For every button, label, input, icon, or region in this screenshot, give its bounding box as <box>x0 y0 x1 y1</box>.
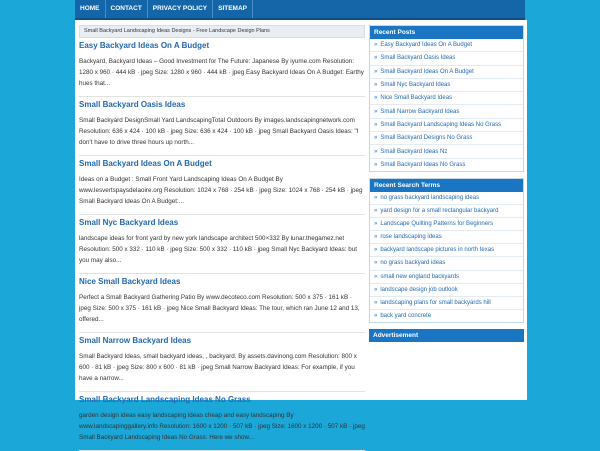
recent-post-link[interactable]: Small Backyard Landscaping Ideas No Grass <box>380 121 502 128</box>
recent-post-link[interactable]: Small Narrow Backyard Ideas <box>380 108 460 115</box>
list-item <box>370 297 523 310</box>
search-terms-list <box>370 192 523 322</box>
bullet-icon: » <box>374 121 378 128</box>
list-item <box>370 159 523 171</box>
bullet-icon: » <box>374 148 378 155</box>
post-title-link[interactable]: Small Backyard Ideas On A Budget <box>79 159 212 168</box>
list-item <box>370 52 523 65</box>
post-title-link[interactable]: Small Nyc Backyard Ideas <box>79 218 179 227</box>
top-navigation <box>75 0 525 20</box>
search-term-link[interactable]: no grass backyard ideas <box>380 260 446 267</box>
post-excerpt: garden design ideas easy landscaping ideas cheap and easy landscaping By www.landscapinggallery.info Resolution: 1600 x 1200 · 507 kB · jpeg Size: 1600 x 1200 · 507 kB · jpeg Small Backyard Landscaping Ideas No Grass: Here we show... <box>79 412 365 441</box>
nav-sitemap[interactable]: SITEMAP <box>213 0 253 18</box>
post-title-link[interactable]: Small Backyard Landscaping Ideas No Grass <box>79 395 251 404</box>
post <box>79 156 365 215</box>
recent-post-link[interactable]: Small Backyard Ideas No Grass <box>380 161 466 168</box>
nav-contact[interactable]: CONTACT <box>106 0 148 18</box>
list-item <box>370 205 523 218</box>
search-term-link[interactable]: landscape design job outlook <box>380 286 458 293</box>
post-excerpt: Perfect a Small Backyard Gathering Patio By www.decoteco.com Resolution: 500 x 375 · 161 kB · jpeg Size: 500 x 375 · 161 kB · jpeg Nice Small Backyard Ideas: The tour, which ran June 12 and 13, offered... <box>79 294 360 323</box>
recent-post-link[interactable]: Easy Backyard Ideas On A Budget <box>380 42 473 49</box>
bullet-icon: » <box>374 273 378 280</box>
bullet-icon: » <box>374 82 378 89</box>
sidebar <box>369 25 524 400</box>
bullet-icon: » <box>374 195 378 202</box>
list-item <box>370 310 523 322</box>
bullet-icon: » <box>374 247 378 254</box>
list-item <box>370 145 523 158</box>
recent-posts-list <box>370 39 523 171</box>
search-term-link[interactable]: small new england backyards <box>380 273 460 280</box>
main-column <box>79 25 365 441</box>
bullet-icon: » <box>374 108 378 115</box>
list-item <box>370 271 523 284</box>
post <box>79 333 365 392</box>
bullet-icon: » <box>374 234 378 241</box>
bullet-icon: » <box>374 312 378 319</box>
bullet-icon: » <box>374 260 378 267</box>
list-item <box>370 39 523 52</box>
recent-post-link[interactable]: Nice Small Backyard Ideas <box>380 95 453 102</box>
list-item <box>370 284 523 297</box>
widget-title: Advertisement <box>369 329 524 342</box>
widget-title: Recent Posts <box>370 26 523 39</box>
search-term-link[interactable]: landscaping plans for small backyards hill <box>380 299 491 306</box>
list-item <box>370 79 523 92</box>
bullet-icon: » <box>374 55 378 62</box>
bullet-icon: » <box>374 95 378 102</box>
recent-post-link[interactable]: Small Backyard Oasis Ideas <box>380 55 456 62</box>
bullet-icon: » <box>374 299 378 306</box>
bullet-icon: » <box>374 135 378 142</box>
post <box>79 38 365 97</box>
list-item <box>370 105 523 118</box>
post-excerpt: Backyard, Backyard Ideas – Good Investment for The Future: Japanese By iyume.com Resolution: 1280 x 960 · 444 kB · jpeg Size: 1280 x 960 · 444 kB · jpeg Easy Backyard Ideas On A Budget: Earthy hues that... <box>79 58 364 87</box>
list-item <box>370 231 523 244</box>
bullet-icon: » <box>374 286 378 293</box>
bullet-icon: » <box>374 42 378 49</box>
post-title-link[interactable]: Nice Small Backyard Ideas <box>79 277 181 286</box>
post <box>79 392 365 451</box>
list-item <box>370 66 523 79</box>
content-area <box>75 20 527 441</box>
list-item <box>370 257 523 270</box>
list-item <box>370 119 523 132</box>
search-term-link[interactable]: rose landscaping ideas <box>380 234 442 241</box>
recent-search-terms-widget <box>369 178 524 323</box>
post <box>79 215 365 274</box>
bullet-icon: » <box>374 68 378 75</box>
bullet-icon: » <box>374 208 378 215</box>
search-term-link[interactable]: backyard landscape pictures in north texas <box>380 247 495 254</box>
widget-title: Recent Search Terms <box>370 179 523 192</box>
search-term-link[interactable]: yard design for a small rectangular backyard <box>380 208 499 215</box>
post-excerpt: landscape ideas for front yard by new york landscape architect 500×332 By lunar.thegamez.net Resolution: 500 x 332 · 110 kB · jpeg Size: 500 x 332 · 110 kB · jpeg Small Nyc Backyard Ideas: but you may also... <box>79 235 358 264</box>
bullet-icon: » <box>374 221 378 228</box>
post <box>79 97 365 156</box>
recent-post-link[interactable]: Small Backyard Ideas On A Budget <box>380 68 474 75</box>
recent-post-link[interactable]: Small Backyard Designs No Grass <box>380 135 473 142</box>
post-excerpt: Ideas on a Budget : Small Front Yard Landscaping Ideas On A Budget By www.lesvertspaysdelaoire.org Resolution: 1024 x 768 · 254 kB · jpeg Size: 1024 x 768 · 254 kB · jpeg Small Backyard Ideas On A Budget:... <box>79 176 363 205</box>
search-term-link[interactable]: back yard concrete <box>380 312 432 319</box>
nav-privacy-policy[interactable]: PRIVACY POLICY <box>148 0 213 18</box>
post-title-link[interactable]: Small Backyard Oasis Ideas <box>79 100 186 109</box>
post-excerpt: Small Backyard DesignSmall Yard LandscapingTotal Outdoors By images.landscapingnetwork.com Resolution: 636 x 424 · 100 kB · jpeg Size: 636 x 424 · 100 kB · jpeg Small Backyard Oasis Ideas: "I don't have to drive three hours up north... <box>79 117 359 146</box>
advertisement-widget <box>369 329 524 342</box>
bullet-icon: » <box>374 161 378 168</box>
post-excerpt: Small Backyard Ideas, small backyard ideas, , backyard. By assets.davinong.com Resolution: 800 x 600 · 81 kB · jpeg Size: 800 x 600 · 81 kB · jpeg Small Narrow Backyard Ideas: For example, if you have a narrow... <box>79 353 357 382</box>
search-term-link[interactable]: no grass backyard landscaping ideas <box>380 195 480 202</box>
list-item <box>370 192 523 205</box>
nav-home[interactable]: HOME <box>75 0 106 18</box>
breadcrumb: Small Backyard Landscaping Ideas Designs - Free Landscape Design Plans <box>79 25 365 38</box>
recent-post-link[interactable]: Small Backyard Ideas Nz <box>380 148 448 155</box>
recent-posts-widget <box>369 25 524 172</box>
list-item <box>370 132 523 145</box>
post-title-link[interactable]: Small Narrow Backyard Ideas <box>79 336 192 345</box>
recent-post-link[interactable]: Small Nyc Backyard Ideas <box>380 82 451 89</box>
search-term-link[interactable]: Landscape Quilting Patterns for Beginners <box>380 221 494 228</box>
post-title-link[interactable]: Easy Backyard Ideas On A Budget <box>79 41 210 50</box>
list-item <box>370 92 523 105</box>
list-item <box>370 244 523 257</box>
post <box>79 274 365 333</box>
list-item <box>370 218 523 231</box>
